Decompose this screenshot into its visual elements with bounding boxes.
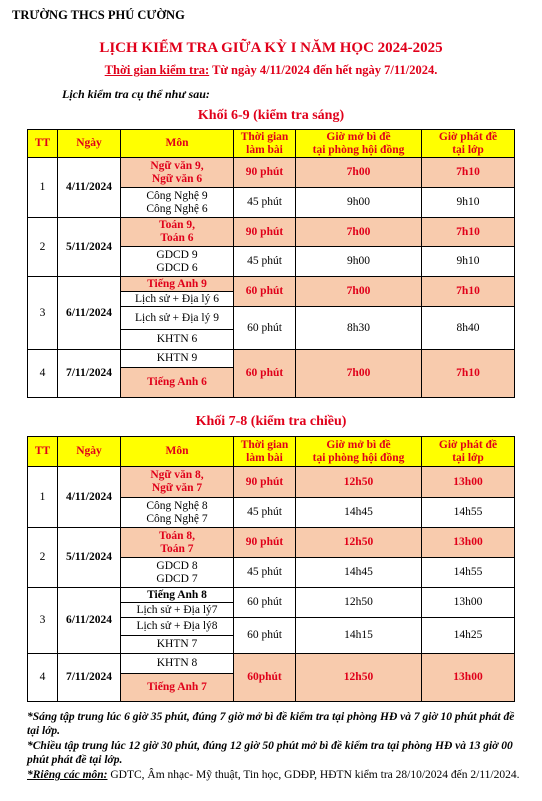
cell-duration: 90 phút bbox=[234, 218, 296, 247]
cell-duration: 60 phút bbox=[234, 350, 296, 398]
note-separate-subjects: GDTC, Âm nhạc- Mỹ thuật, Tin học, GDĐP, HĐTN kiểm tra bbox=[107, 769, 393, 781]
cell-open: 8h30 bbox=[296, 307, 422, 350]
cell-hand: 7h10 bbox=[422, 158, 515, 188]
schedule-table-afternoon bbox=[27, 436, 515, 702]
header-hand-time: Giờ phát đề tại lớp bbox=[422, 437, 515, 467]
note-separate-date: 28/10/2024 đến 2/11/2024. bbox=[392, 769, 520, 781]
cell-open: 7h00 bbox=[296, 158, 422, 188]
cell-subject: Ngữ văn 8, Ngữ văn 7 bbox=[121, 467, 234, 498]
table-header bbox=[28, 130, 515, 158]
header-subject: Môn bbox=[121, 130, 234, 158]
cell-open: 12h50 bbox=[296, 528, 422, 558]
cell-subject: Toán 9, Toán 6 bbox=[121, 218, 234, 247]
note-separate bbox=[27, 768, 527, 782]
period-value: Từ ngày 4/11/2024 đến hết ngày 7/11/2024. bbox=[209, 63, 438, 77]
cell-duration: 60phút bbox=[234, 654, 296, 702]
notes bbox=[27, 710, 527, 783]
cell-subject: Lịch sử + Địa lý8 bbox=[121, 618, 234, 636]
schedule-table-morning bbox=[27, 129, 515, 398]
cell-hand: 13h00 bbox=[422, 588, 515, 618]
cell-hand: 7h10 bbox=[422, 218, 515, 247]
cell-duration: 90 phút bbox=[234, 528, 296, 558]
cell-duration: 90 phút bbox=[234, 158, 296, 188]
cell-subject: Lịch sử + Địa lý 6 bbox=[121, 292, 234, 307]
cell-duration: 60 phút bbox=[234, 588, 296, 618]
cell-date: 4/11/2024 bbox=[58, 158, 121, 218]
cell-open: 14h15 bbox=[296, 618, 422, 654]
cell-open: 14h45 bbox=[296, 558, 422, 588]
header-hand-time: Giờ phát đề tại lớp bbox=[422, 130, 515, 158]
header-open-time: Giờ mở bì đề tại phòng hội đồng bbox=[296, 130, 422, 158]
cell-subject: Công Nghệ 9 Công Nghệ 6 bbox=[121, 188, 234, 218]
cell-subject: Lịch sử + Địa lý7 bbox=[121, 603, 234, 618]
cell-open: 12h50 bbox=[296, 654, 422, 702]
cell-subject: KHTN 6 bbox=[121, 330, 234, 350]
cell-tt: 1 bbox=[28, 158, 58, 218]
cell-date: 7/11/2024 bbox=[58, 350, 121, 398]
cell-date: 7/11/2024 bbox=[58, 654, 121, 702]
cell-duration: 60 phút bbox=[234, 307, 296, 350]
cell-open: 7h00 bbox=[296, 218, 422, 247]
cell-subject: Tiếng Anh 6 bbox=[121, 368, 234, 398]
cell-date: 5/11/2024 bbox=[58, 218, 121, 277]
cell-duration: 45 phút bbox=[234, 558, 296, 588]
period-label: Thời gian kiểm tra: bbox=[104, 63, 210, 77]
cell-hand: 9h10 bbox=[422, 188, 515, 218]
cell-hand: 7h10 bbox=[422, 277, 515, 307]
cell-date: 5/11/2024 bbox=[58, 528, 121, 588]
cell-open: 14h45 bbox=[296, 498, 422, 528]
header-tt: TT bbox=[28, 130, 58, 158]
cell-subject: KHTN 7 bbox=[121, 636, 234, 654]
note-morning: *Sáng tập trung lúc 6 giờ 35 phút, đúng 7 giờ mở bì đề kiểm tra tại phòng HĐ và 7 giờ 10 phút phát đề tại lớp. bbox=[27, 711, 515, 737]
section1-title: Khối 6-9 (kiểm tra sáng) bbox=[197, 108, 345, 123]
cell-date: 4/11/2024 bbox=[58, 467, 121, 528]
cell-hand: 13h00 bbox=[422, 654, 515, 702]
cell-duration: 45 phút bbox=[234, 188, 296, 218]
table-row bbox=[28, 158, 515, 188]
table-row bbox=[28, 588, 515, 603]
cell-subject: KHTN 8 bbox=[121, 654, 234, 674]
cell-open: 7h00 bbox=[296, 277, 422, 307]
cell-duration: 45 phút bbox=[234, 247, 296, 277]
cell-subject: Lịch sử + Địa lý 9 bbox=[121, 307, 234, 330]
header-duration: Thời gian làm bài bbox=[234, 437, 296, 467]
cell-tt: 4 bbox=[28, 350, 58, 398]
cell-hand: 13h00 bbox=[422, 467, 515, 498]
cell-hand: 13h00 bbox=[422, 528, 515, 558]
cell-date: 6/11/2024 bbox=[58, 277, 121, 350]
header-duration: Thời gian làm bài bbox=[234, 130, 296, 158]
cell-subject: Tiếng Anh 8 bbox=[121, 588, 234, 603]
intro-text: Lịch kiểm tra cụ thể như sau: bbox=[62, 87, 210, 101]
cell-hand: 14h55 bbox=[422, 558, 515, 588]
note-separate-label: *Riêng các môn: bbox=[27, 769, 108, 781]
table-row bbox=[28, 528, 515, 558]
cell-subject: GDCD 8 GDCD 7 bbox=[121, 558, 234, 588]
cell-tt: 2 bbox=[28, 528, 58, 588]
table-row bbox=[28, 467, 515, 498]
cell-subject: Công Nghệ 8 Công Nghệ 7 bbox=[121, 498, 234, 528]
exam-period bbox=[0, 63, 542, 78]
cell-open: 9h00 bbox=[296, 188, 422, 218]
cell-subject: GDCD 9 GDCD 6 bbox=[121, 247, 234, 277]
table-row bbox=[28, 654, 515, 674]
cell-date: 6/11/2024 bbox=[58, 588, 121, 654]
cell-open: 9h00 bbox=[296, 247, 422, 277]
table-header bbox=[28, 437, 515, 467]
cell-hand: 7h10 bbox=[422, 350, 515, 398]
cell-duration: 60 phút bbox=[234, 618, 296, 654]
header-tt: TT bbox=[28, 437, 58, 467]
header-date: Ngày bbox=[58, 437, 121, 467]
cell-subject: Ngữ văn 9, Ngữ văn 6 bbox=[121, 158, 234, 188]
table-row bbox=[28, 277, 515, 292]
cell-tt: 3 bbox=[28, 588, 58, 654]
cell-open: 12h50 bbox=[296, 588, 422, 618]
cell-subject: Tiếng Anh 9 bbox=[121, 277, 234, 292]
page-title: LỊCH KIỂM TRA GIỮA KỲ I NĂM HỌC 2024-2025 bbox=[99, 40, 443, 56]
note-afternoon: *Chiều tập trung lúc 12 giờ 30 phút, đúng 12 giờ 50 phút mở bì đề kiểm tra tại phòng HĐ và 13 giờ 00 phút phát đề tại lớp. bbox=[27, 740, 513, 766]
cell-subject: Tiếng Anh 7 bbox=[121, 674, 234, 702]
cell-hand: 9h10 bbox=[422, 247, 515, 277]
cell-open: 12h50 bbox=[296, 467, 422, 498]
section2-title: Khối 7-8 (kiểm tra chiều) bbox=[195, 414, 347, 429]
cell-hand: 14h55 bbox=[422, 498, 515, 528]
table-row bbox=[28, 350, 515, 368]
cell-open: 7h00 bbox=[296, 350, 422, 398]
cell-duration: 60 phút bbox=[234, 277, 296, 307]
cell-duration: 90 phút bbox=[234, 467, 296, 498]
cell-tt: 3 bbox=[28, 277, 58, 350]
cell-duration: 45 phút bbox=[234, 498, 296, 528]
header-open-time: Giờ mở bì đề tại phòng hội đồng bbox=[296, 437, 422, 467]
cell-subject: Toán 8, Toán 7 bbox=[121, 528, 234, 558]
cell-tt: 4 bbox=[28, 654, 58, 702]
header-subject: Môn bbox=[121, 437, 234, 467]
school-name: TRƯỜNG THCS PHÚ CƯỜNG bbox=[12, 8, 185, 22]
header-date: Ngày bbox=[58, 130, 121, 158]
cell-subject: KHTN 9 bbox=[121, 350, 234, 368]
cell-hand: 8h40 bbox=[422, 307, 515, 350]
table-row bbox=[28, 218, 515, 247]
cell-tt: 1 bbox=[28, 467, 58, 528]
cell-hand: 14h25 bbox=[422, 618, 515, 654]
cell-tt: 2 bbox=[28, 218, 58, 277]
